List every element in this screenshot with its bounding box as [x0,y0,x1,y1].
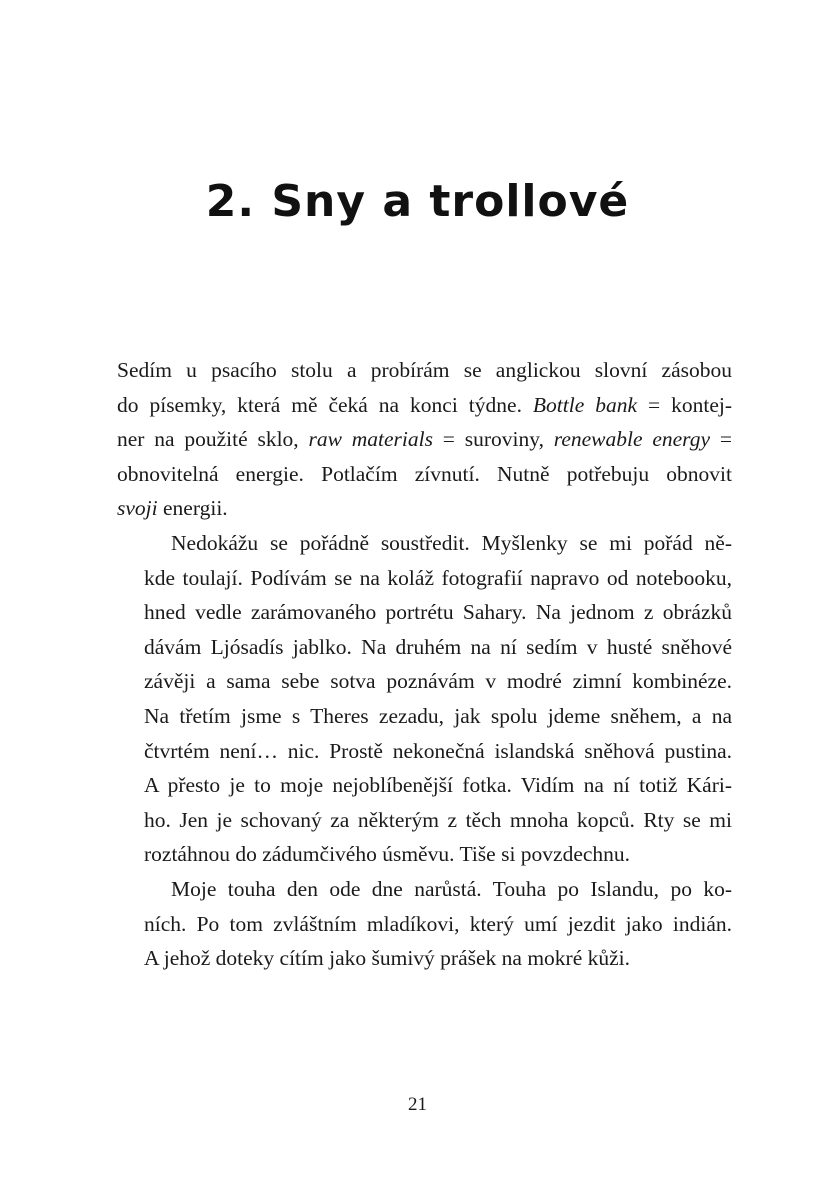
text-run: = [710,427,732,452]
text-line [117,837,732,872]
paragraph [117,353,732,526]
text-run: kde toulají. Podívám se na koláž fotografií napravo od notebooku, [144,565,732,590]
text-run: Moje touha den ode dne narůstá. Touha po Islandu, po ko- [171,876,732,901]
paragraph [117,526,732,872]
text-line [117,630,732,665]
text-line [117,872,732,907]
text-run: ner na použité sklo, [117,427,309,452]
text-run: ho. Jen je schovaný za některým z těch mnoha kopců. Rty se mi [144,807,732,832]
text-run: ních. Po tom zvláštním mladíkovi, který umí jezdit jako indián. [144,911,732,936]
text-run: = suroviny, [432,427,554,452]
text-run: dávám Ljósadís jablko. Na druhém na ní sedím v husté sněhové [144,634,732,659]
text-line [117,491,732,526]
body-text [117,353,732,976]
text-line [117,595,732,630]
text-run: = kontej- [637,392,732,417]
text-line [117,388,732,423]
text-line [117,526,732,561]
text-run: A přesto je to moje nejoblíbenější fotka. Vidím na ní totiž Kári- [144,773,732,798]
text-line [117,457,732,492]
text-run: do písemky, která mě čeká na konci týdne. [117,392,533,417]
text-line [117,664,732,699]
paragraph [117,872,732,976]
text-run: hned vedle zarámovaného portrétu Sahary. Na jednom z obrázků [144,600,732,625]
chapter-title: 2. Sny a trollové [205,176,630,227]
text-run: Na třetím jsme s Theres zezadu, jak spolu jdeme sněhem, a na [144,703,732,728]
text-line [117,734,732,769]
text-line [117,941,732,976]
text-line [117,353,732,388]
text-run: závěji a sama sebe sotva poznávám v modré zimní kombinéze. [144,669,732,694]
text-line [117,907,732,942]
text-line [117,768,732,803]
italic-term: Bottle bank [532,392,638,417]
text-run: roztáhnou do zádumčivého úsměvu. Tiše si povzdechnu. [144,842,631,867]
text-run: Nedokážu se pořádně soustředit. Myšlenky se mi pořád ně- [171,530,732,555]
italic-term: renewable energy [553,427,711,452]
text-line [117,699,732,734]
text-run: energii. [157,496,228,521]
text-run: Sedím u psacího stolu a probírám se anglickou slovní zásobou [117,358,732,382]
page-number: 21 [408,1094,427,1115]
italic-term: svoji [117,496,158,521]
text-run: A jehož doteky cítím jako šumivý prášek na mokré kůži. [144,946,631,971]
italic-term: raw materials [308,427,433,452]
text-run: čtvrtém není… nic. Prostě nekonečná islandská sněhová pustina. [144,738,732,763]
text-line [117,561,732,596]
text-line [117,803,732,838]
text-line [117,422,732,457]
text-run: obnovitelná energie. Potlačím zívnutí. Nutně potřebuju obnovit [117,461,732,486]
